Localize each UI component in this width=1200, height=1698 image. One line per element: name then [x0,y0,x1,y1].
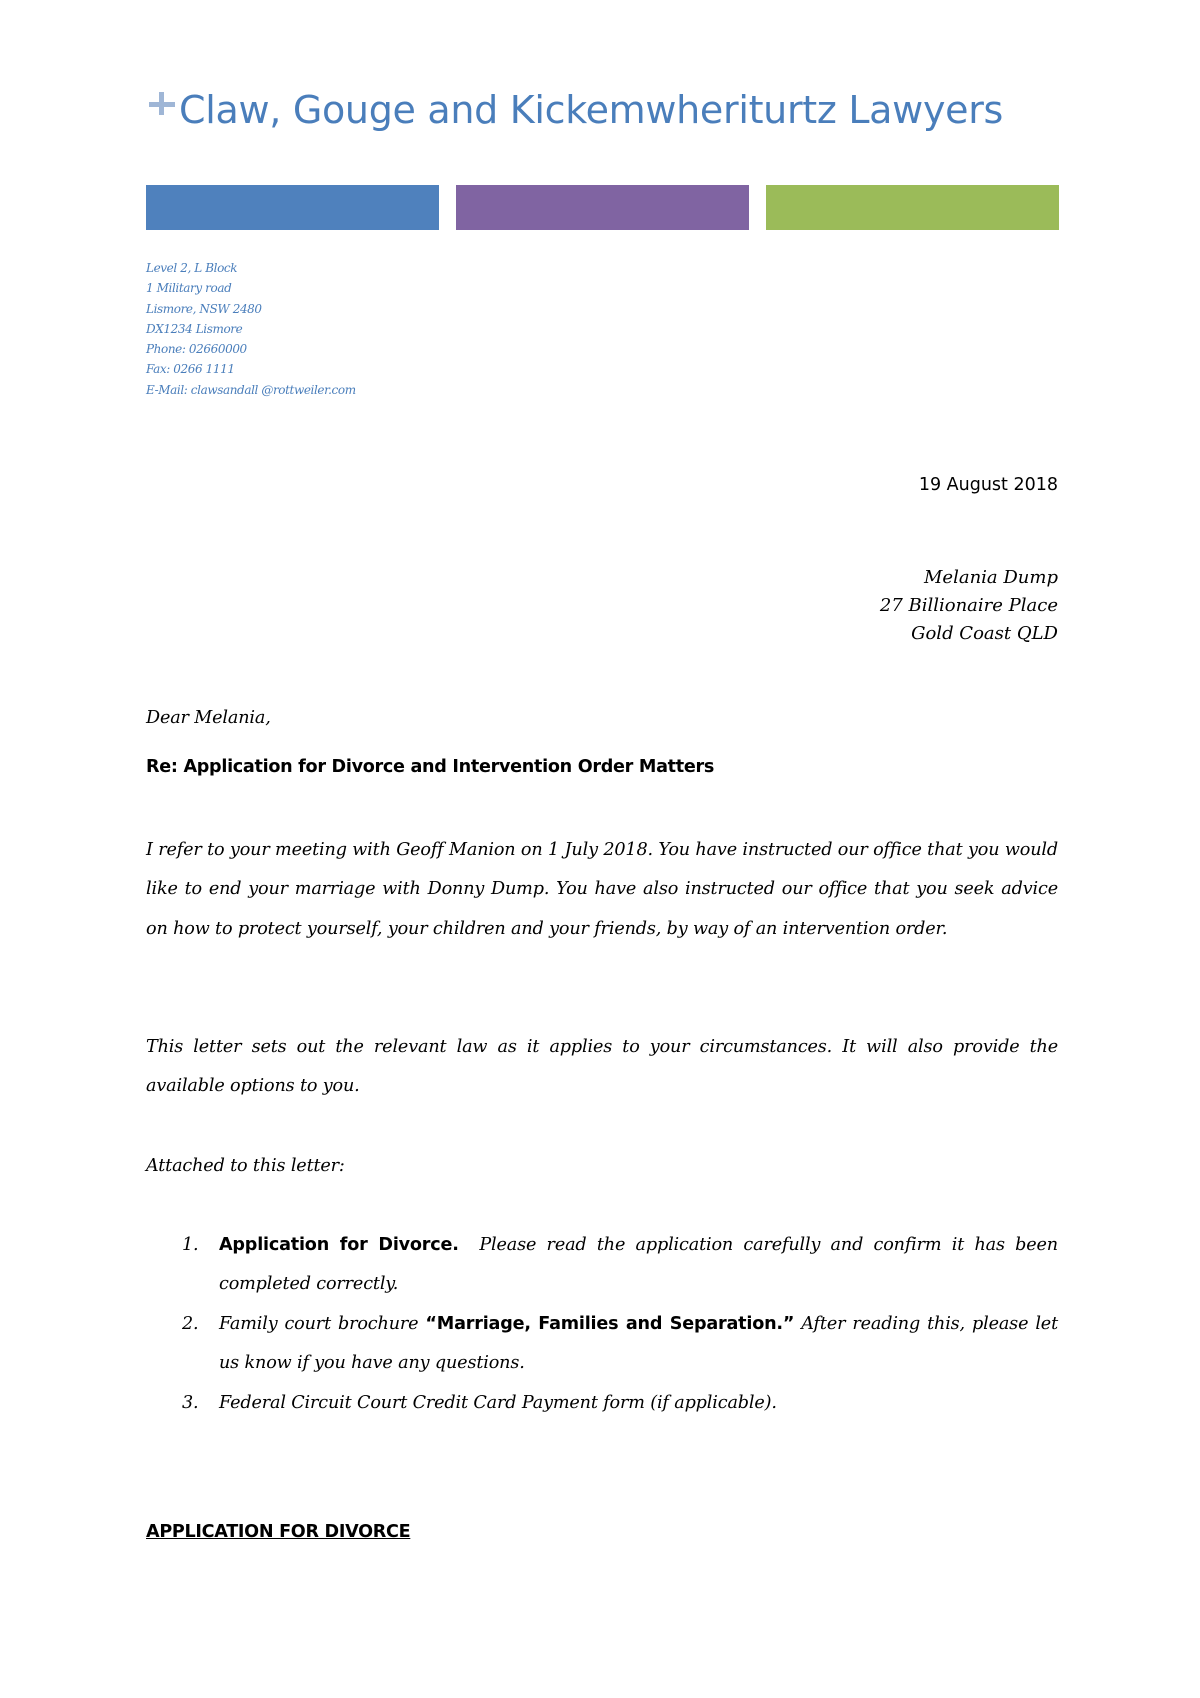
attachment-prefix: Family court brochure [219,1313,426,1334]
firm-name: Claw, Gouge and Kickemwheriturtz Lawyers [179,88,1004,132]
list-item [146,1384,1058,1423]
attachment-text: After reading this, please let us know if you have any questions. [219,1313,1064,1374]
list-item [146,1226,1064,1305]
attachments-list [146,1226,1064,1423]
attachment-text: Please read the application carefully and confirm it has been completed correctly. [219,1235,1064,1295]
letterhead-bar-purple [456,185,749,230]
attachment-title: Application for Divorce. [219,1235,459,1255]
firm-address [146,258,356,400]
recipient-address [880,564,1058,648]
paragraph-scope: This letter sets out the relevant law as it applies to your circumstances. It will also provide the available options to you. [146,1037,1058,1097]
recipient-street: 27 Billionaire Place [879,595,1058,616]
letterhead-bar-green [766,185,1059,230]
recipient-city: Gold Coast QLD [911,623,1058,644]
list-number: 3. [182,1392,199,1413]
list-number: 2. [182,1313,199,1334]
list-number: 1. [182,1235,199,1255]
subject-line: Re: Application for Divorce and Intervention Order Matters [146,757,715,777]
address-email: E-Mail: clawsandall @rottweiler.com [146,382,356,397]
salutation: Dear Melania, [146,708,271,728]
letterhead-bar-blue [146,185,439,230]
letterhead-title [147,88,1003,132]
address-phone: Phone: 02660000 [146,342,247,357]
letter-date: 19 August 2018 [918,475,1058,495]
address-line: DX1234 Lismore [146,321,243,336]
address-line: 1 Military road [146,281,232,296]
address-line: Level 2, L Block [146,261,238,275]
attached-intro: Attached to this letter: [146,1156,345,1176]
section-heading: APPLICATION FOR DIVORCE [146,1522,411,1542]
address-line: Lismore, NSW 2480 [146,301,262,316]
address-fax: Fax: 0266 1111 [146,362,235,377]
list-item [146,1305,1064,1384]
recipient-name: Melania Dump [924,567,1058,588]
attachment-title: “Marriage, Families and Separation.” [425,1313,795,1334]
plus-icon [147,89,177,123]
paragraph-intro: I refer to your meeting with Geoff Manion on 1 July 2018. You have instructed our office that you would like to end your marriage with Donny Dump. You have also instructed our office that you seek advice on how to protect yourself, your children and your friends, by way of an intervention order. [146,840,1058,939]
attachment-text: Federal Circuit Court Credit Card Payment form (if applicable). [219,1392,777,1413]
